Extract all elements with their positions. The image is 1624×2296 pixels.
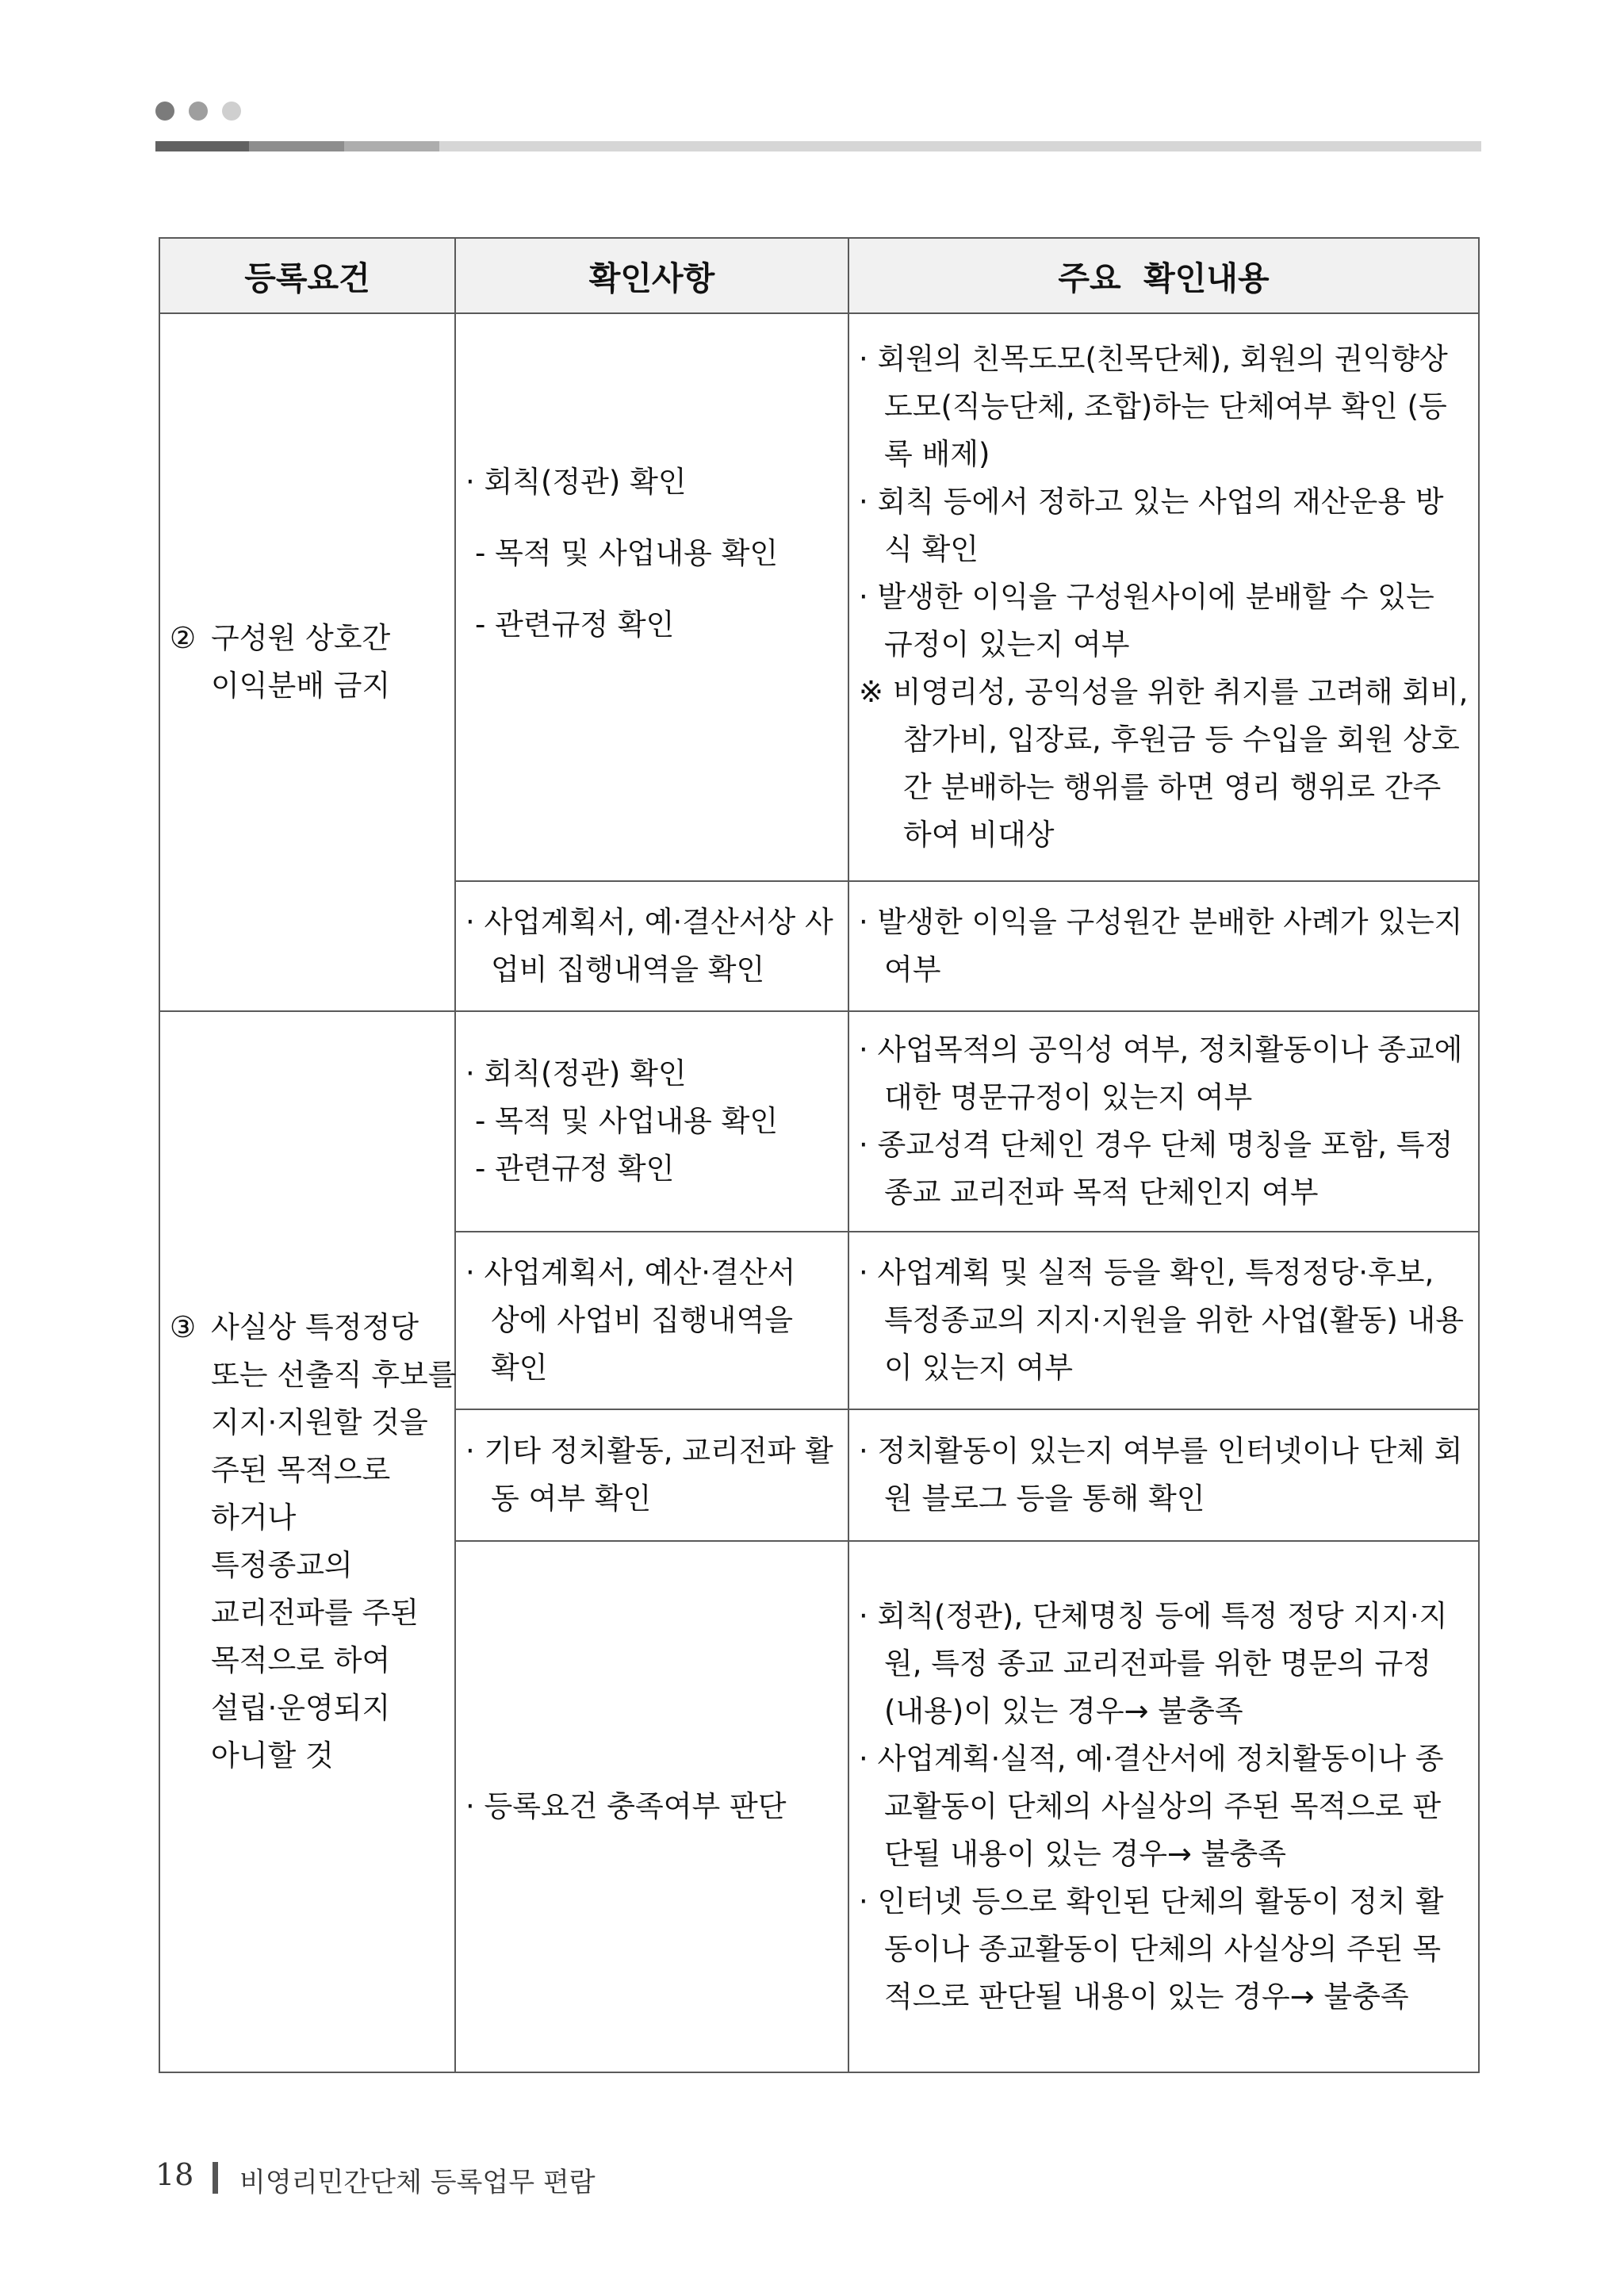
- table-header-row: [159, 238, 1479, 313]
- header-dot-dark: [155, 102, 174, 121]
- requirement-number: ②: [170, 621, 197, 655]
- check-cell: · 사업계획서, 예산·결산서상에 사업비 집행내역을 확인: [455, 1232, 848, 1409]
- requirement-number: ③: [170, 1310, 197, 1344]
- requirement-2-cell: ② 구성원 상호간 이익분배 금지: [159, 313, 455, 1011]
- detail-cell: · 회원의 친목도모(친목단체), 회원의 권익향상 도모(직능단체, 조합)하는 단체여부 확인 (등록 배제) · 회칙 등에서 정하고 있는 사업의 재산운용 방식 확인 · 발생한 이익을 구성원사이에 분배할 수 있는 규정이 있는지 여부 ※ 비영리성, 공익성을 위한 취지를 고려해 회비, 참가비, 입장료, 후원금 등 수입을 회원 상호간 분배하는 행위를 하면 영리 행위로 간주하여 비대상: [848, 313, 1479, 881]
- requirement-3-cell: ③ 사실상 특정정당 또는 선출직 후보를 지지·지원할 것을 주된 목적으로 하거나 특정종교의 교리전파를 주된 목적으로 하여 설립·운영되지 아니할 것: [159, 1011, 455, 2072]
- detail-cell: · 회칙(정관), 단체명칭 등에 특정 정당 지지·지원, 특정 종교 교리전파를 위한 명문의 규정(내용)이 있는 경우→ 불충족 · 사업계획·실적, 예·결산서에 정치활동이나 종교활동이 단체의 사실상의 주된 목적으로 판단될 내용이 있는 경우→ 불충족 · 인터넷 등으로 확인된 단체의 활동이 정치 활동이나 종교활동이 단체의 사실상의 주된 목적으로 판단될 내용이 있는 경우→ 불충족: [848, 1541, 1479, 2072]
- detail-cell: · 사업목적의 공익성 여부, 정치활동이나 종교에 대한 명문규정이 있는지 여부 · 종교성격 단체인 경우 단체 명칭을 포함, 특정종교 교리전파 목적 단체인지 여부: [848, 1011, 1479, 1232]
- detail-cell: · 발생한 이익을 구성원간 분배한 사례가 있는지 여부: [848, 881, 1479, 1011]
- book-title: 비영리민간단체 등록업무 편람: [239, 2167, 596, 2198]
- check-cell: · 사업계획서, 예·결산서상 사업비 집행내역을 확인: [455, 881, 848, 1011]
- detail-cell: · 사업계획 및 실적 등을 확인, 특정정당·후보, 특정종교의 지지·지원을 위한 사업(활동) 내용이 있는지 여부: [848, 1232, 1479, 1409]
- page-number: 18: [155, 2157, 194, 2192]
- header-check-item: 확인사항: [455, 238, 848, 313]
- header-main-content: 주요 확인내용: [848, 238, 1479, 313]
- check-cell: · 회칙(정관) 확인 - 목적 및 사업내용 확인 - 관련규정 확인: [455, 1011, 848, 1232]
- detail-cell: · 정치활동이 있는지 여부를 인터넷이나 단체 회원 블로그 등을 통해 확인: [848, 1409, 1479, 1541]
- table-row: [159, 1011, 1479, 1232]
- header-dot-mid: [189, 102, 208, 121]
- check-cell: · 회칙(정관) 확인 - 목적 및 사업내용 확인 - 관련규정 확인: [455, 313, 848, 881]
- check-cell: · 기타 정치활동, 교리전파 활동 여부 확인: [455, 1409, 848, 1541]
- table-row: [159, 313, 1479, 881]
- header-requirement: 등록요건: [159, 238, 455, 313]
- header-rule: [155, 141, 1481, 151]
- header-dot-light: [222, 102, 241, 121]
- footer-divider: [213, 2162, 218, 2194]
- check-cell: · 등록요건 충족여부 판단: [455, 1541, 848, 2072]
- requirements-table: [159, 237, 1480, 2073]
